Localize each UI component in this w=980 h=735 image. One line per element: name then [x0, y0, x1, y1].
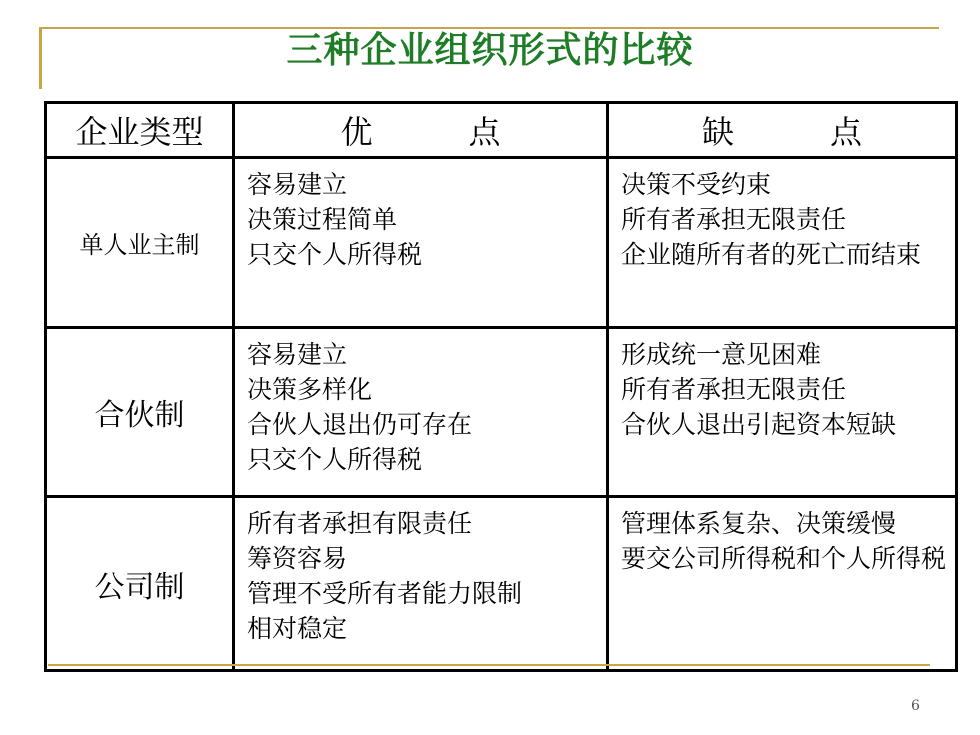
cons-item: 决策不受约束: [621, 170, 772, 199]
pros-item: 只交个人所得税: [247, 445, 423, 474]
table-row: [46, 497, 957, 671]
row-cons: [608, 328, 957, 497]
pros-item: 容易建立: [247, 340, 348, 369]
cons-item: 形成统一意见困难: [621, 340, 822, 369]
cons-item: 合伙人退出引起资本短缺: [621, 410, 897, 439]
pros-item: 筹资容易: [247, 544, 348, 573]
slide-title: 三种企业组织形式的比较: [286, 30, 694, 71]
header-pros: 优 点: [234, 103, 608, 158]
header-cons: 缺 点: [608, 103, 957, 158]
table-header-row: [46, 103, 957, 158]
row-cons: [608, 497, 957, 671]
pros-item: 管理不受所有者能力限制: [247, 579, 523, 608]
row-pros: [234, 158, 608, 328]
row-cons: [608, 158, 957, 328]
cons-item: 管理体系复杂、决策缓慢: [621, 509, 897, 538]
cons-item: 要交公司所得税和个人所得税: [621, 544, 947, 573]
pros-item: 决策多样化: [247, 375, 373, 404]
row-type: 合伙制: [46, 328, 234, 497]
table-row: [46, 328, 957, 497]
header-type: 企业类型: [46, 103, 234, 158]
cons-item: 所有者承担无限责任: [621, 205, 847, 234]
pros-item: 合伙人退出仍可存在: [247, 410, 473, 439]
pros-item: 决策过程简单: [247, 205, 398, 234]
page-number: 6: [911, 698, 920, 714]
cons-item: 企业随所有者的死亡而结束: [621, 240, 922, 269]
cons-item: 所有者承担无限责任: [621, 375, 847, 404]
row-type: 单人业主制: [46, 158, 234, 328]
pros-item: 容易建立: [247, 170, 348, 199]
row-type: 公司制: [46, 497, 234, 671]
pros-item: 只交个人所得税: [247, 240, 423, 269]
comparison-table: [44, 101, 958, 672]
pros-item: 所有者承担有限责任: [247, 509, 473, 538]
table-row: [46, 158, 957, 328]
row-pros: [234, 497, 608, 671]
pros-item: 相对稳定: [247, 614, 348, 643]
row-pros: [234, 328, 608, 497]
bottom-accent-line: [48, 664, 930, 666]
